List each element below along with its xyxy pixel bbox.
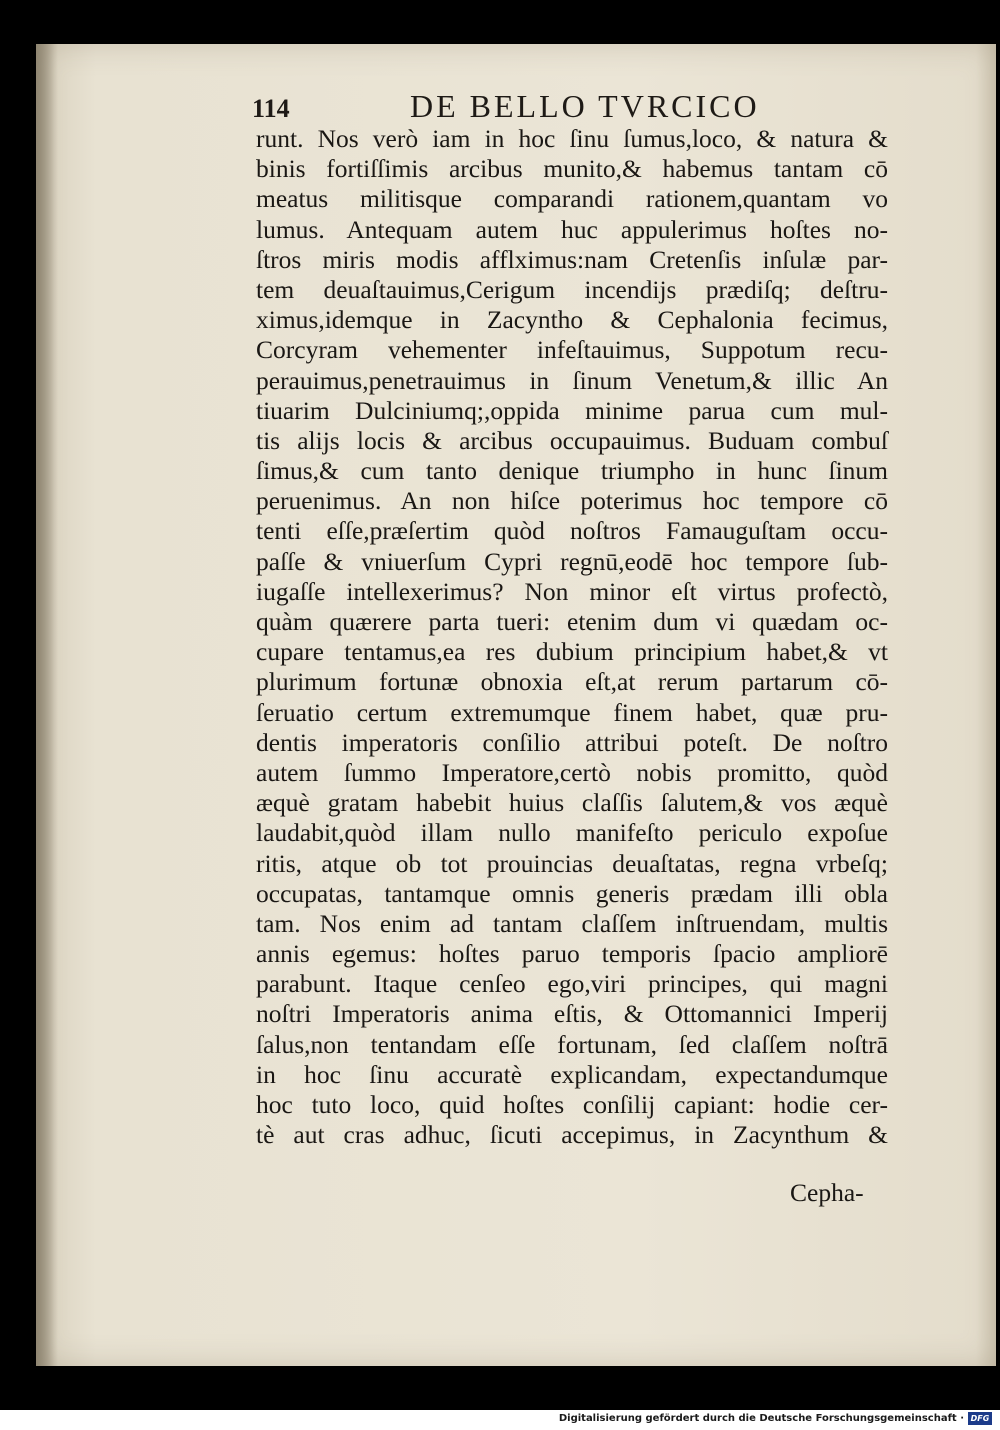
catchword: Cepha- bbox=[790, 1178, 864, 1207]
text-line: ſalus,non tentandam eſſe fortunam, ſed claſſem noſtrā bbox=[256, 1029, 888, 1059]
text-line: paſſe & vniuerſum Cypri regnū,eodē hoc tempore ſub- bbox=[256, 546, 888, 576]
text-line: Corcyram vehementer infeſtauimus, Suppotum recu- bbox=[256, 335, 888, 365]
text-line: tenti eſſe,præſertim quòd noſtros Famauguſtam occu- bbox=[256, 516, 888, 546]
text-line: ſtros miris modis afflximus:nam Cretenſis inſulæ par- bbox=[256, 244, 888, 274]
running-head-title: DE BELLO TVRCICO bbox=[410, 88, 760, 124]
text-line: ſimus,& cum tanto denique triumpho in hunc ſinum bbox=[256, 456, 888, 486]
text-line: noſtri Imperatoris anima eſtis, & Ottomannici Imperij bbox=[256, 999, 888, 1029]
text-line: lumus. Antequam autem huc appulerimus hoſtes no- bbox=[256, 214, 888, 244]
text-line: ſeruatio certum extremumque finem habet, quæ pru- bbox=[256, 697, 888, 727]
text-line: dentis imperatoris conſilio attribui poteſt. De noſtro bbox=[256, 727, 888, 757]
text-line: tam. Nos enim ad tantam claſſem inſtruendam, multis bbox=[256, 908, 888, 938]
text-line: meatus militisque comparandi rationem,quantam vo bbox=[256, 184, 888, 214]
text-line: ximus,idemque in Zacyntho & Cephalonia fecimus, bbox=[256, 305, 888, 335]
text-block bbox=[256, 124, 888, 1150]
text-line: tem deuaſtauimus,Cerigum incendijs prædiſq; deſtru- bbox=[256, 274, 888, 304]
text-line: in hoc ſinu accuratè explicandam, expectandumque bbox=[256, 1059, 888, 1089]
page-gutter-shadow bbox=[36, 44, 58, 1366]
text-line: autem ſummo Imperatore,certò nobis promitto, quòd bbox=[256, 757, 888, 787]
text-line: iugaſſe intellexerimus? Non minor eſt virtus profectò, bbox=[256, 576, 888, 606]
text-line: tis alijs locis & arcibus occupauimus. Buduam combuſ bbox=[256, 425, 888, 455]
text-line: occupatas, tantamque omnis generis prædam illi obla bbox=[256, 878, 888, 908]
text-line: tè aut cras adhuc, ſicuti accepimus, in Zacynthum & bbox=[256, 1120, 888, 1150]
text-line: plurimum fortunæ obnoxia eſt,at rerum partarum cō- bbox=[256, 667, 888, 697]
dfg-logo: DFG bbox=[968, 1412, 992, 1425]
text-line: tiuarim Dulciniumq;,oppida minime parua cum mul- bbox=[256, 395, 888, 425]
text-line: runt. Nos verò iam in hoc ſinu ſumus,loco, & natura & bbox=[256, 124, 888, 153]
text-line: quàm quærere parta tueri: etenim dum vi quædam oc- bbox=[256, 607, 888, 636]
text-line: cupare tentamus,ea res dubium principium habet,& vt bbox=[256, 637, 888, 667]
footer bbox=[0, 1410, 1000, 1430]
text-line: annis egemus: hoſtes paruo temporis ſpacio ampliorē bbox=[256, 939, 888, 969]
text-line: binis fortiſſimis arcibus munito,& habemus tantam cō bbox=[256, 154, 888, 184]
text-line: peruenimus. An non hiſce poterimus hoc tempore cō bbox=[256, 486, 888, 516]
funding-credit: Digitalisierung gefördert durch die Deutsche Forschungsgemeinschaft · bbox=[558, 1413, 964, 1424]
text-line: æquè gratam habebit huius claſſis ſalutem,& vos æquè bbox=[256, 788, 888, 818]
text-line: ritis, atque ob tot prouincias deuaſtatas, regna vrbeſq; bbox=[256, 848, 888, 878]
text-line: parabunt. Itaque cenſeo ego,viri principes, qui magni bbox=[256, 969, 888, 999]
text-line: laudabit,quòd illam nullo manifeſto periculo expoſue bbox=[256, 818, 888, 848]
page-number: 114 bbox=[252, 94, 290, 123]
text-line: perauimus,penetrauimus in ſinum Venetum,& illic An bbox=[256, 365, 888, 395]
text-line: hoc tuto loco, quid hoſtes conſilij capiant: hodie cer- bbox=[256, 1090, 888, 1119]
